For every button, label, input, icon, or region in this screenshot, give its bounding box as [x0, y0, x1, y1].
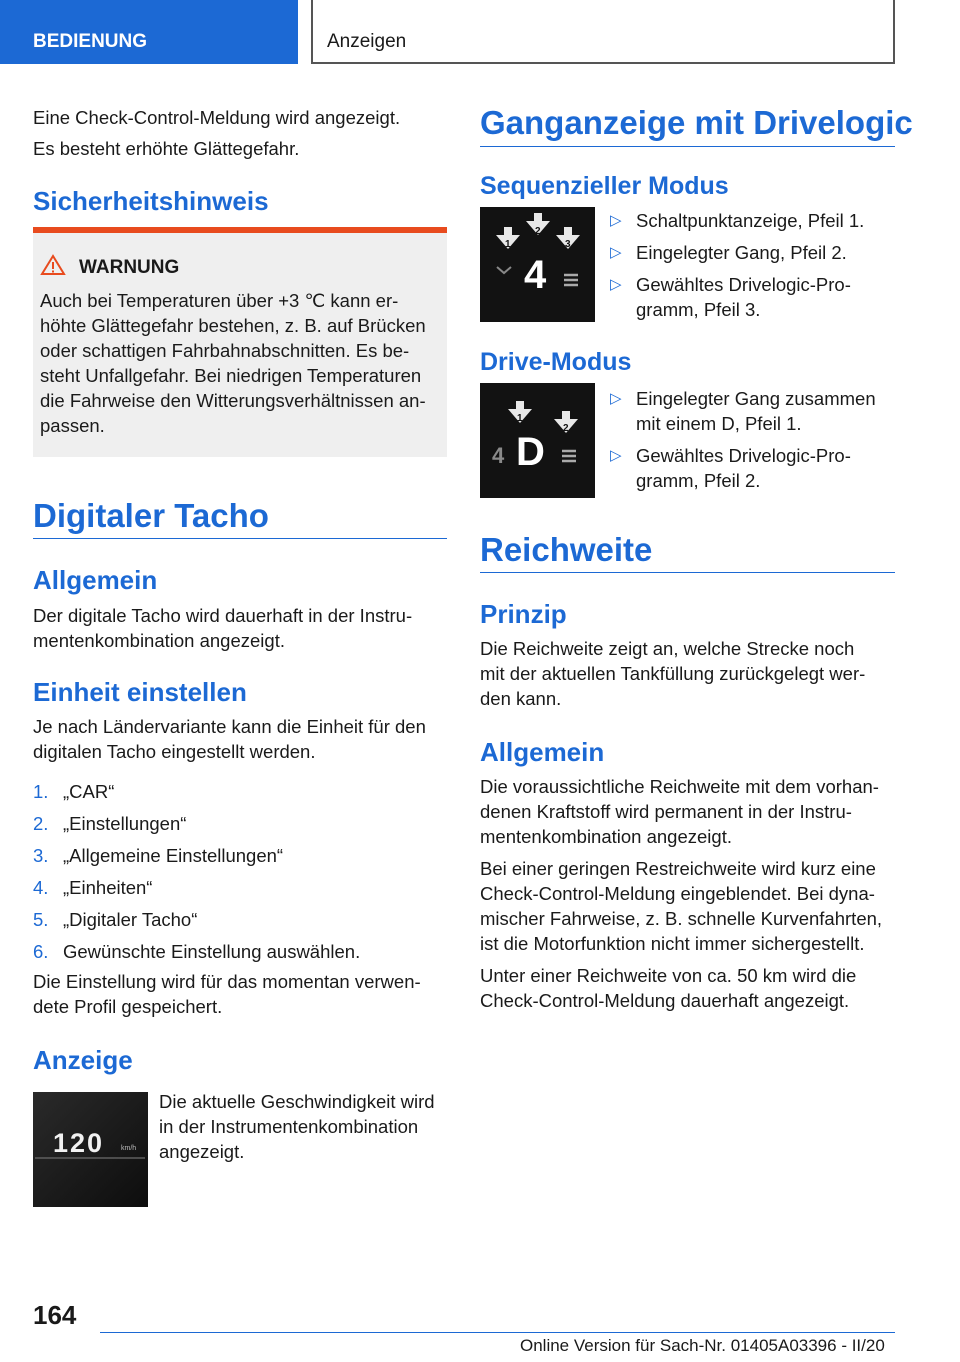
- warning-line: passen.: [40, 415, 105, 436]
- heading-rule: [33, 538, 447, 539]
- text-line: Bei einer geringen Restreichweite wird kurz eine: [480, 858, 876, 879]
- warning-line: oder schattigen Fahrbahnabschnitten. Es be-: [40, 340, 410, 361]
- list-text: gramm, Pfeil 2.: [636, 470, 761, 491]
- text-line: angezeigt.: [159, 1141, 245, 1162]
- list-text: mit einem D, Pfeil 1.: [636, 413, 802, 434]
- drive-mode-letter: D: [516, 430, 545, 474]
- gear-number: 4: [492, 443, 505, 468]
- triangle-bullet-icon: ▷: [610, 244, 622, 261]
- text-line: digitalen Tacho eingestellt werden.: [33, 741, 316, 762]
- step-number: 5.: [33, 909, 49, 930]
- text-line: Die voraussichtliche Reichweite mit dem vorhan-: [480, 776, 879, 797]
- list-item: [33, 840, 453, 872]
- speed-unit: km/h: [121, 1145, 137, 1152]
- list-item: [33, 904, 453, 936]
- text-line: Die aktuelle Geschwindigkeit wird: [159, 1091, 435, 1112]
- text-line: Check-Control-Meldung eingeblendet. Bei dyna-: [480, 883, 875, 904]
- step-number: 1.: [33, 781, 49, 802]
- safety-heading: Sicherheitshinweis: [33, 186, 269, 216]
- seq-heading: Sequenzieller Modus: [480, 172, 729, 200]
- list-item: [608, 386, 898, 436]
- text-line: dete Profil gespeichert.: [33, 996, 223, 1017]
- warning-title: WARNUNG: [79, 257, 180, 278]
- list-item: [33, 808, 453, 840]
- arrow-label: 2: [535, 226, 541, 237]
- list-text: Eingelegter Gang, Pfeil 2.: [636, 242, 847, 263]
- list-item: [33, 776, 453, 808]
- section-tab: BEDIENUNG: [0, 0, 298, 64]
- step-number: 3.: [33, 845, 49, 866]
- text-line: den kann.: [480, 688, 562, 709]
- list-item: [608, 240, 898, 265]
- text-line: in der Instrumentenkombination: [159, 1116, 419, 1137]
- warning-triangle-icon: [40, 254, 66, 281]
- speed-value: 120: [53, 1128, 105, 1158]
- warning-line: Auch bei Temperaturen über +3 ℃ kann er-: [40, 290, 399, 311]
- intro-line-1: Eine Check-Control-Meldung wird angezeigt.: [33, 107, 401, 128]
- tacho-heading: Digitaler Tacho: [33, 497, 269, 534]
- warning-line: die Fahrweise den Witterungsverhältnissen an-: [40, 390, 426, 411]
- text-line: ist die Motorfunktion nicht immer sichergestellt.: [480, 933, 865, 954]
- list-text: gramm, Pfeil 3.: [636, 299, 761, 320]
- allgemein-text-1: [480, 774, 900, 849]
- arrow-label: 2: [563, 423, 569, 434]
- left-intro: [33, 105, 453, 161]
- arrow-label: 1: [517, 413, 523, 424]
- text-line: Die Reichweite zeigt an, welche Strecke noch: [480, 638, 855, 659]
- heading-rule: [480, 146, 895, 147]
- text-line: Die Einstellung wird für das momentan verwen-: [33, 971, 421, 992]
- speedometer-image: [33, 1092, 148, 1207]
- step-text: „Einheiten“: [63, 877, 153, 898]
- allgemein-heading: Allgemein: [33, 565, 158, 595]
- anzeige-heading: Anzeige: [33, 1045, 133, 1075]
- list-text: Gewähltes Drivelogic-Pro-: [636, 274, 851, 295]
- profile-text: [33, 969, 453, 1019]
- sequential-mode-image: [480, 207, 595, 322]
- warning-line: höhte Glättegefahr bestehen, z. B. auf Brücken: [40, 315, 426, 336]
- list-text: Eingelegter Gang zusammen: [636, 388, 876, 409]
- step-number: 2.: [33, 813, 49, 834]
- heading-rule: [480, 572, 895, 573]
- text-line: mentenkombination angezeigt.: [33, 630, 285, 651]
- step-text: „Allgemeine Einstellungen“: [63, 845, 284, 866]
- footer-rule: [100, 1332, 895, 1333]
- text-line: Unter einer Reichweite von ca. 50 km wird die: [480, 965, 857, 986]
- einheit-text: [33, 714, 453, 764]
- step-number: 4.: [33, 877, 49, 898]
- list-item: [33, 936, 453, 968]
- triangle-bullet-icon: ▷: [610, 447, 622, 464]
- step-text: „CAR“: [63, 781, 115, 802]
- gear-number: 4: [524, 253, 547, 297]
- warning-line: steht Unfallgefahr. Bei niedrigen Temperaturen: [40, 365, 422, 386]
- allgemein-heading-right: Allgemein: [480, 737, 605, 767]
- list-text: Schaltpunktanzeige, Pfeil 1.: [636, 210, 865, 231]
- arrow-label: 3: [565, 239, 571, 250]
- list-item: [608, 272, 898, 322]
- chapter-title: Anzeigen: [311, 0, 895, 64]
- list-item: [33, 872, 453, 904]
- einheit-heading: Einheit einstellen: [33, 677, 247, 707]
- drive-mode-image: [480, 383, 595, 498]
- list-item: [608, 208, 898, 233]
- prinzip-text: [480, 636, 900, 711]
- step-text: „Digitaler Tacho“: [63, 909, 198, 930]
- anzeige-text: [159, 1089, 454, 1164]
- allgemein-text-3: [480, 963, 900, 1013]
- page-number: 164: [33, 1300, 77, 1330]
- allgemein-text-2: [480, 856, 900, 956]
- text-line: Der digitale Tacho wird dauerhaft in der Instru-: [33, 605, 413, 626]
- steps-list: [33, 776, 453, 968]
- text-line: mischer Fahrweise, z. B. schnelle Kurvenfahrten,: [480, 908, 883, 929]
- list-item: [608, 443, 898, 493]
- text-line: Check-Control-Meldung dauerhaft angezeigt.: [480, 990, 850, 1011]
- step-text: Gewünschte Einstellung auswählen.: [63, 941, 361, 962]
- arrow-label: 1: [505, 239, 511, 250]
- text-line: denen Kraftstoff wird permanent in der Instru-: [480, 801, 852, 822]
- triangle-bullet-icon: ▷: [610, 212, 622, 229]
- reichweite-heading: Reichweite: [480, 531, 653, 568]
- step-number: 6.: [33, 941, 49, 962]
- gang-heading: Ganganzeige mit Drivelogic: [480, 104, 913, 141]
- allgemein-text: [33, 603, 453, 653]
- prinzip-heading: Prinzip: [480, 599, 567, 629]
- warning-text: [40, 288, 445, 438]
- triangle-bullet-icon: ▷: [610, 390, 622, 407]
- seq-list: [608, 208, 898, 329]
- text-line: mentenkombination angezeigt.: [480, 826, 732, 847]
- text-line: Je nach Ländervariante kann die Einheit für den: [33, 716, 426, 737]
- footer-version: Online Version für Sach-Nr. 01405A03396 - II/20: [520, 1336, 885, 1355]
- drive-list: [608, 386, 898, 500]
- drive-heading: Drive-Modus: [480, 348, 632, 376]
- list-text: Gewähltes Drivelogic-Pro-: [636, 445, 851, 466]
- intro-line-2: Es besteht erhöhte Glättegefahr.: [33, 138, 300, 159]
- triangle-bullet-icon: ▷: [610, 276, 622, 293]
- text-line: mit der aktuellen Tankfüllung zurückgelegt wer-: [480, 663, 866, 684]
- step-text: „Einstellungen“: [63, 813, 187, 834]
